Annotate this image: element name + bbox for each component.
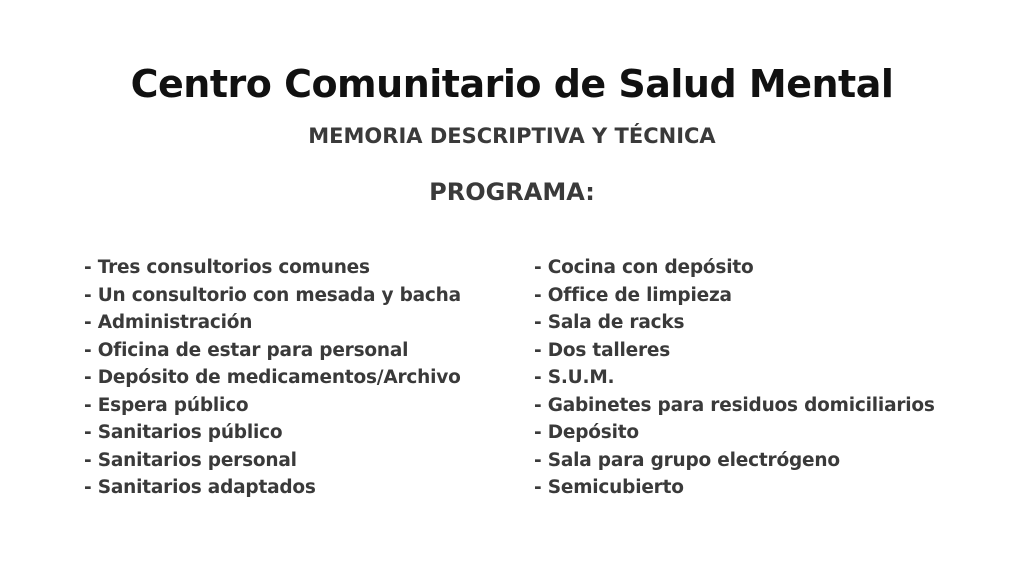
- program-list-left: [84, 254, 524, 502]
- list-item: - Sala para grupo electrógeno: [534, 449, 840, 471]
- list-item: - Depósito de medicamentos/Archivo: [84, 367, 461, 388]
- list-item: - Dos talleres: [534, 339, 671, 361]
- list-item: - Office de limpieza: [534, 284, 732, 306]
- list-item: - Sanitarios personal: [84, 449, 297, 471]
- list-item: - Semicubierto: [534, 477, 684, 498]
- list-item: - Espera público: [84, 394, 249, 416]
- program-heading: PROGRAMA:: [429, 178, 595, 206]
- list-item: - Cocina con depósito: [534, 257, 754, 278]
- list-item: - Sanitarios público: [84, 422, 283, 443]
- list-item: - Tres consultorios comunes: [84, 257, 370, 278]
- page-title: Centro Comunitario de Salud Mental: [130, 62, 894, 106]
- list-item: - Sala de racks: [534, 312, 685, 333]
- program-list-right: [534, 254, 1014, 502]
- list-item: - Oficina de estar para personal: [84, 339, 409, 361]
- list-item: - Depósito: [534, 422, 639, 443]
- list-item: - Un consultorio con mesada y bacha: [84, 284, 461, 306]
- list-item: - Administración: [84, 312, 253, 333]
- list-item: - S.U.M.: [534, 367, 615, 388]
- list-item: - Gabinetes para residuos domiciliarios: [534, 394, 935, 416]
- list-item: - Sanitarios adaptados: [84, 477, 316, 498]
- page-subtitle: MEMORIA DESCRIPTIVA Y TÉCNICA: [308, 124, 716, 148]
